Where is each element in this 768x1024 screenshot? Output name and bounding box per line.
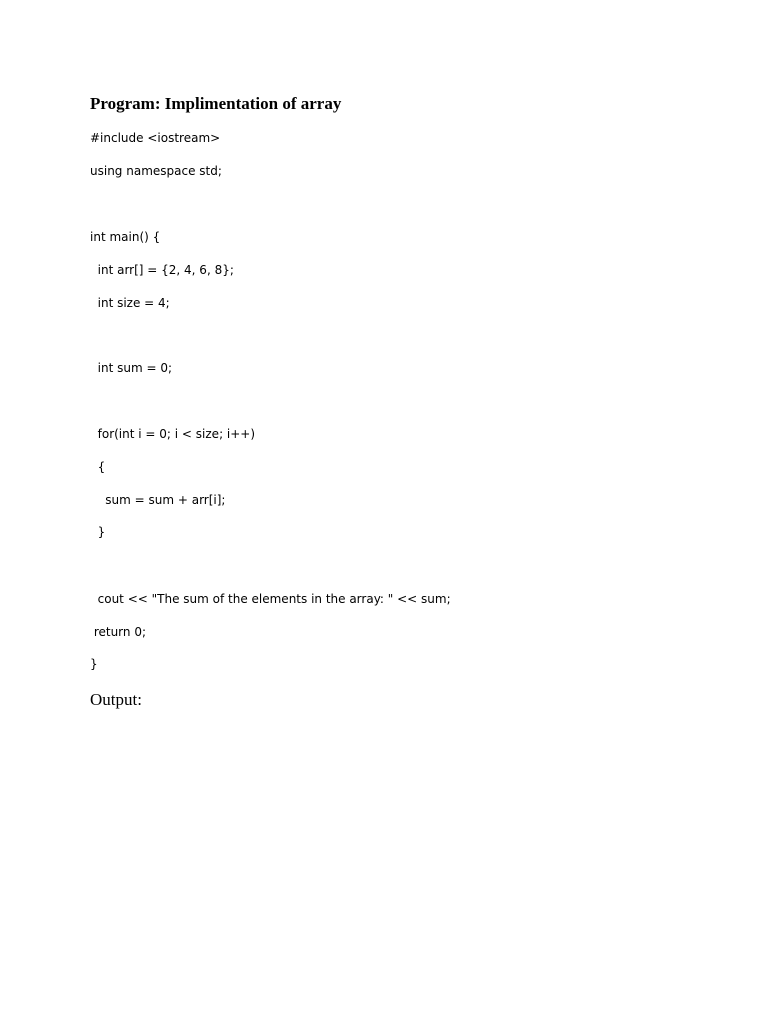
code-line-return: return 0; — [90, 625, 146, 639]
code-line-open-brace: { — [90, 460, 106, 474]
code-line-array: int arr[] = {2, 4, 6, 8}; — [90, 263, 234, 277]
code-line-namespace: using namespace std; — [90, 164, 222, 178]
code-line-main-close: } — [90, 657, 98, 671]
program-title: Program: Implimentation of array — [90, 94, 342, 113]
code-line-main: int main() { — [90, 230, 161, 244]
code-line-for: for(int i = 0; i < size; i++) — [90, 427, 256, 441]
code-line-cout: cout << "The sum of the elements in the array: " << sum; — [90, 592, 451, 606]
code-line-include: #include <iostream> — [90, 131, 221, 145]
code-line-sum-update: sum = sum + arr[i]; — [90, 493, 226, 507]
code-line-close-brace: } — [90, 525, 106, 539]
code-line-size: int size = 4; — [90, 296, 170, 310]
code-line-sum-init: int sum = 0; — [90, 361, 172, 375]
output-heading: Output: — [90, 690, 142, 709]
